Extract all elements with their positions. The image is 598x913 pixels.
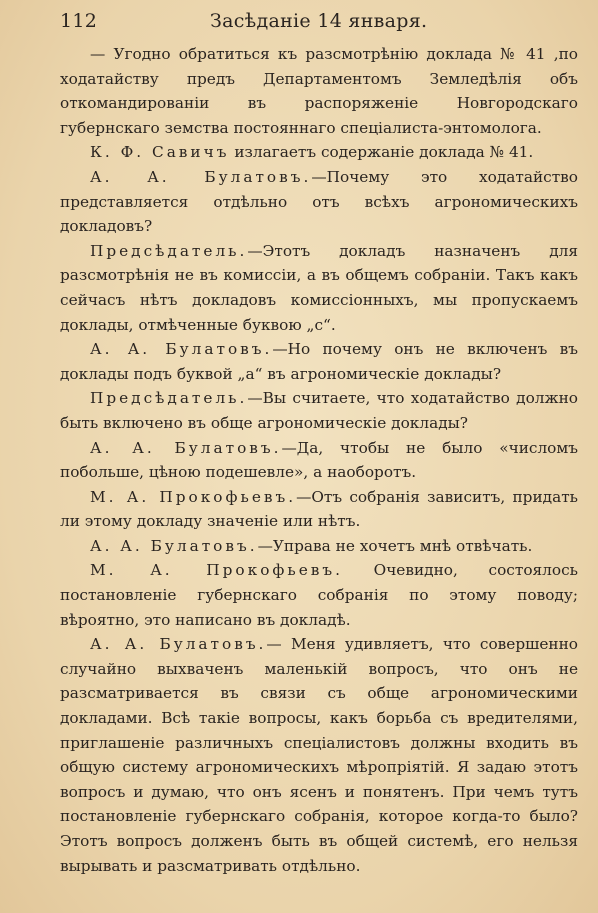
paragraph — [60, 485, 578, 534]
speaker-name: А. А. Булатовъ. — [90, 438, 282, 457]
paragraph — [60, 386, 578, 435]
paragraph-text: Очевидно, состоялось постановленіе губернскаго собранія по этому поводу; вѣроятно, это написано въ докладѣ. — [60, 561, 578, 629]
page-body — [60, 42, 578, 878]
page-header — [60, 10, 578, 42]
paragraph — [60, 558, 578, 632]
speaker-name: М. А. Прокофьевъ. — [90, 487, 297, 506]
paragraph-text: — Меня удивляетъ, что совершенно случайно выхваченъ маленькій вопросъ, что онъ не разсматривается въ связи съ обще агрономическими докладами. Всѣ такіе вопросы, какъ борьба съ вредителями, приглашеніе различныхъ спеціалистовъ должны входить въ общую систему агрономическихъ мѣропріятій. Я задаю этотъ вопросъ и думаю, что онъ ясенъ и понятенъ. При чемъ тутъ постановленіе губернскаго собранія, которое когда-то было? Этотъ вопросъ долженъ быть въ общей системѣ, его нельзя вырывать и разсматривать отдѣльно. — [60, 635, 579, 875]
paragraph-text: —Управа не хочетъ мнѣ отвѣчать. — [257, 536, 533, 555]
paragraph — [60, 337, 578, 386]
speaker-name: Предсѣдатель. — [90, 389, 248, 408]
speaker-name: А. А. Булатовъ. — [90, 340, 273, 359]
paragraph-text: — Угодно обратиться къ разсмотрѣнію доклада № 41 ,по ходатайству предъ Департаментомъ Земледѣлія объ откомандированіи въ распоряженіе Новгородскаго губернскаго земства постояннаго спеціалиста-энтомолога. — [60, 45, 578, 137]
paragraph — [60, 239, 578, 337]
speaker-name: А. А. Булатовъ. — [90, 536, 258, 555]
paragraph-text: —Да, чтобы не было «числомъ побольше, цѣною подешевле», а наоборотъ. — [60, 438, 579, 482]
paragraph-text: излагаетъ содержаніе доклада № 41. — [229, 143, 534, 162]
speaker-name: М. А. Прокофьевъ. — [90, 561, 343, 580]
paragraph-text: —Но почему онъ не включенъ въ доклады подъ буквой „а“ въ агрономическіе доклады? — [60, 340, 578, 383]
page-number: 112 — [60, 10, 98, 32]
speaker-name: А. А. Булатовъ. — [90, 167, 312, 186]
paragraph — [60, 436, 578, 485]
speaker-name: Предсѣдатель. — [90, 241, 248, 260]
paragraph — [60, 140, 578, 165]
running-title: Засѣданіе 14 января. — [210, 10, 428, 32]
paragraph — [60, 42, 578, 140]
speaker-name: А. А. Булатовъ. — [90, 635, 267, 654]
paragraph — [60, 165, 578, 239]
paragraph-text: —Этотъ докладъ назначенъ для разсмотрѣнія не въ комиссіи, а въ общемъ собраніи. Такъ какъ сейчасъ нѣтъ докладовъ комиссіонныхъ, мы пропускаемъ доклады, отмѣченные буквою „с“. — [60, 241, 578, 334]
paragraph-text: —Почему это ходатайство представляется отдѣльно отъ всѣхъ агрономическихъ докладовъ? — [60, 167, 578, 236]
speaker-name: К. Ф. Савичъ — [90, 143, 230, 162]
paragraph-text: —Вы считаете, что ходатайство должно быть включено въ обще агрономическіе доклады? — [60, 389, 578, 432]
paragraph-text: —Отъ собранія зависитъ, придать ли этому докладу значеніе или нѣтъ. — [60, 487, 578, 531]
paragraph — [60, 534, 578, 559]
paragraph — [60, 632, 578, 878]
